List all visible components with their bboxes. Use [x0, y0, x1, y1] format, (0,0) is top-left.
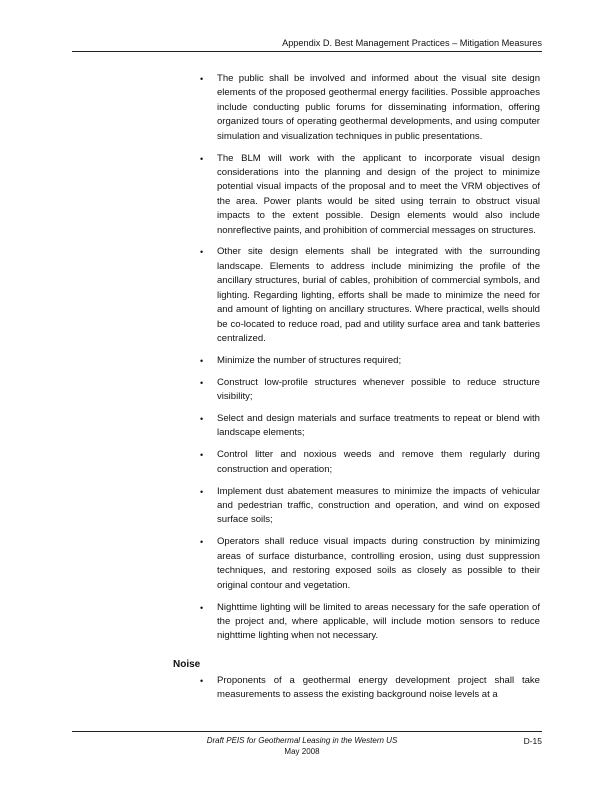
- bullet-text: The BLM will work with the applicant to incorporate visual design considerations into the planning and design of the project to minimize potential visual impacts of the proposal and to meet the VRM objectives of the area. Power plants would be sited using terrain to obstruct visual impacts to the extent possible. Design elements would also include nonreflective paints, and prohibition of commercial messages on structures.: [217, 152, 540, 236]
- bullet-text: The public shall be involved and informed about the visual site design elements of the proposed geothermal energy facilities. Possible approaches include conducting public forums for disseminating information, offering organized tours of operating geothermal developments, and using computer simulation and visualization techniques in public presentations.: [217, 73, 540, 142]
- bullet-text: Implement dust abatement measures to minimize the impacts of vehicular and pedestrian traffic, construction and operation, and wind on exposed surface soils;: [217, 485, 540, 526]
- bullet-text: Construct low-profile structures whenever possible to reduce structure visibility;: [217, 376, 540, 403]
- bullet-item-minimize-structures: [200, 354, 540, 368]
- bullet-item-construction-impacts: [200, 535, 540, 593]
- bullet-item-site-design: [200, 245, 540, 346]
- bullet-item-public-involvement: [200, 72, 540, 144]
- bullet-icon: •: [200, 377, 204, 388]
- bullet-icon: •: [200, 247, 204, 258]
- bullet-icon: •: [200, 537, 204, 548]
- bullet-text: Minimize the number of structures required;: [217, 354, 402, 366]
- bullet-icon: •: [200, 676, 204, 686]
- bullet-icon: •: [200, 414, 204, 425]
- bullet-icon: •: [200, 602, 204, 613]
- bullet-item-litter-weeds: [200, 448, 540, 477]
- bullet-item-materials: [200, 412, 540, 441]
- bullet-text: Nighttime lighting will be limited to areas necessary for the safe operation of the project and, where applicable, will include motion sensors to reduce nighttime lighting when not necessary.: [217, 601, 540, 642]
- bullet-item-noise-measurement: [200, 674, 540, 703]
- bullet-icon: •: [200, 486, 204, 497]
- noise-bullet-list: [200, 674, 540, 710]
- page-number: D-15: [523, 736, 542, 746]
- footer-document-title: Draft PEIS for Geothermal Leasing in the Western US: [206, 736, 398, 745]
- bullet-text: Operators shall reduce visual impacts during construction by minimizing areas of surface disturbance, controlling erosion, using dust suppression techniques, and restoring exposed soils as closely as possible to their original contour and vegetation.: [217, 536, 540, 591]
- running-header: Appendix D. Best Management Practices – Mitigation Measures: [282, 38, 542, 48]
- bullet-icon: •: [200, 74, 204, 84]
- bullet-text: Proponents of a geothermal energy development project shall take measurements to assess the existing background noise levels at a: [217, 675, 540, 701]
- visual-bullet-list: [200, 72, 540, 651]
- bullet-item-low-profile: [200, 376, 540, 405]
- bullet-text: Control litter and noxious weeds and remove them regularly during construction and operation;: [217, 449, 540, 475]
- bullet-item-dust-abatement: [200, 485, 540, 528]
- bullet-icon: •: [200, 355, 204, 366]
- header-rule: [72, 51, 542, 52]
- bullet-text: Select and design materials and surface treatments to repeat or blend with landscape elements;: [217, 413, 540, 439]
- bullet-item-nighttime-lighting: [200, 601, 540, 644]
- bullet-icon: •: [200, 153, 204, 164]
- bullet-icon: •: [200, 450, 204, 461]
- bullet-text: Other site design elements shall be integrated with the surrounding landscape. Elements to address include minimizing the profile of the ancillary structures, burial of cables, prohibition of commercial symbols, and lighting. Regarding lighting, efforts shall be made to minimize the need for and amount of lighting on ancillary structures. Where practical, wells should be co-located to reduce road, pad and utility surface area and tank batteries centralized.: [217, 246, 540, 344]
- footer-rule: [72, 731, 542, 732]
- footer-date: May 2008: [284, 747, 320, 756]
- section-heading-noise: Noise: [173, 659, 201, 670]
- bullet-item-blm-design: [200, 152, 540, 238]
